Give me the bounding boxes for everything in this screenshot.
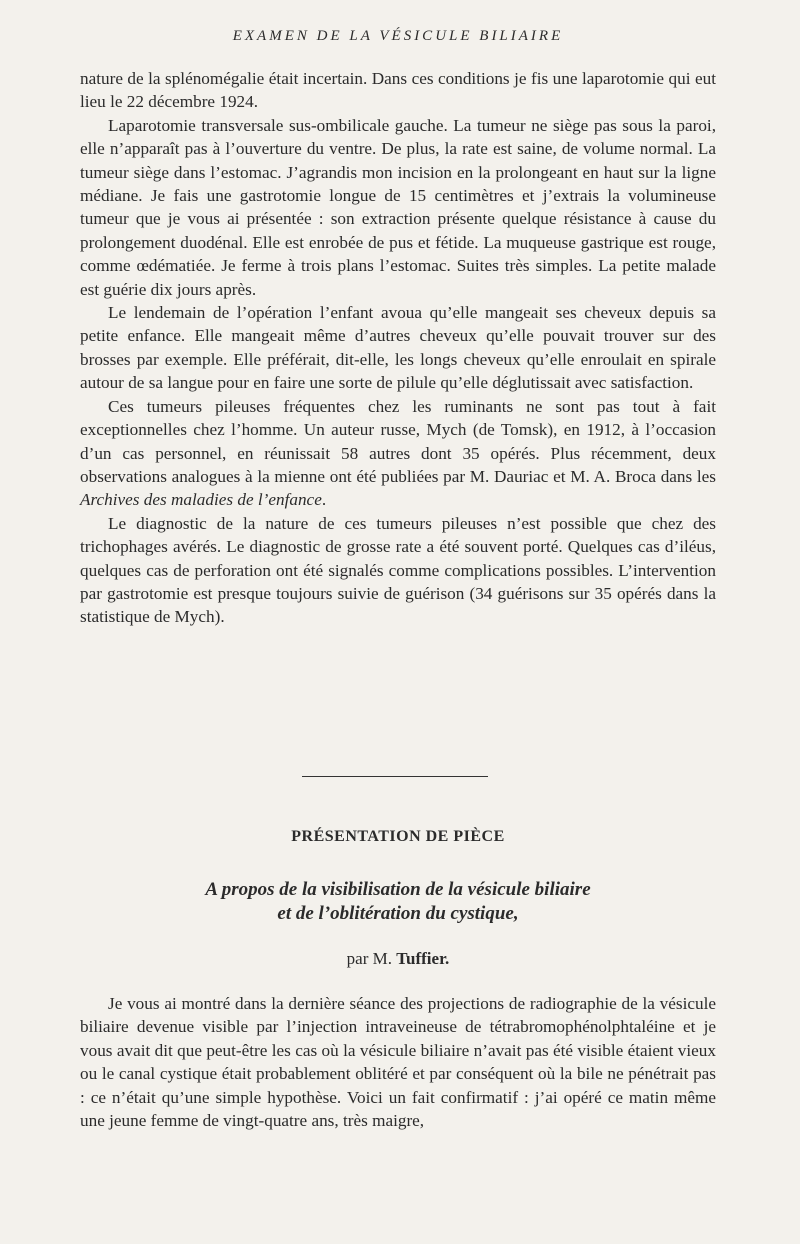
byline-prefix: par M.	[346, 949, 392, 968]
paragraph-2: Laparotomie transversale sus-ombilicale gauche. La tumeur ne siège pas sous la paroi, elle n’apparaît pas à l’ouverture du ventre. De plus, la rate est saine, de volume normal. La tumeur siège dans l’estomac. J’agrandis mon incision en la prolongeant en haut sur la ligne médiane. Je fais une gastrotomie longue de 15 centimètres et j’extrais la volumineuse tumeur que je vous ai présentée : son extraction présente quelque résistance à cause du prolongement duodénal. Elle est enrobée de pus et fétide. La muqueuse gastrique est rouge, comme œdématiée. Je ferme à trois plans l’estomac. Suites très simples. La petite malade est guérie dix jours après.	[80, 115, 716, 299]
paragraph-1: nature de la splénomégalie était incertain. Dans ces conditions je fis une laparotomie qui eut lieu le 22 décembre 1924.	[80, 69, 716, 112]
journal-reference-end: .	[321, 490, 327, 510]
section-divider	[302, 776, 488, 777]
running-head: EXAMEN DE LA VÉSICULE BILIAIRE	[232, 28, 564, 44]
section-title: PRÉSENTATION DE PIÈCE	[291, 828, 505, 845]
article-title	[80, 878, 716, 926]
paragraph-4-text: Ces tumeurs pileuses fréquentes chez les ruminants ne sont pas tout à fait exceptionnelles chez l’homme. Un auteur russe, Mych (de Tomsk), en 1912, à l’occasion d’un cas personnel, en réunissait 58 autres dont 35 opérés. Plus récemment, deux observations analogues à la mienne ont été publiées par M. Dauriac et M. A. Broca dans les	[80, 396, 716, 486]
article-title-line-2: et de l’oblitération du cystique,	[277, 903, 519, 924]
paragraph-5: Le diagnostic de la nature de ces tumeurs pileuses n’est possible que chez des trichophages avérés. Le diagnostic de grosse rate a été souvent porté. Quelques cas d’iléus, quelques cas de perforation ont été signalés comme complications possibles. L’intervention par gastrotomie est presque toujours suivie de guérison (34 guérisons sur 35 opérés dans la statistique de Mych).	[80, 513, 716, 627]
article-title-line-1: A propos de la visibilisation de la vésicule biliaire	[205, 879, 591, 900]
journal-reference: Archives des maladies de l’enfance	[80, 490, 322, 510]
article-body	[80, 992, 716, 1132]
body-text	[80, 67, 716, 629]
byline	[80, 949, 716, 969]
paragraph-4	[80, 395, 716, 512]
paragraph-3: Le lendemain de l’opération l’enfant avoua qu’elle mangeait ses cheveux depuis sa petite enfance. Elle mangeait même d’autres cheveux qu’elle pouvait trouver sur des brosses par exemple. Elle préférait, dit-elle, les longs cheveux qu’elle enroulait en spirale autour de sa langue pour en faire une sorte de pilule qu’elle déglutissait avec satisfaction.	[80, 303, 716, 393]
byline-author: Tuffier.	[396, 949, 450, 968]
article-paragraph: Je vous ai montré dans la dernière séance des projections de radiographie de la vésicule biliaire devenue visible par l’injection intraveineuse de tétrabromophénolphtaléine et je vous avait dit que peut-être les cas où la vésicule biliaire n’avait pas été visible étaient vieux ou le canal cystique était probablement oblitéré et par conséquent où la bile ne pénétrait pas : ce n’était qu’une simple hypothèse. Voici un fait confirmatif : j’ai opéré ce matin même une jeune femme de vingt-quatre ans, très maigre,	[80, 994, 716, 1131]
